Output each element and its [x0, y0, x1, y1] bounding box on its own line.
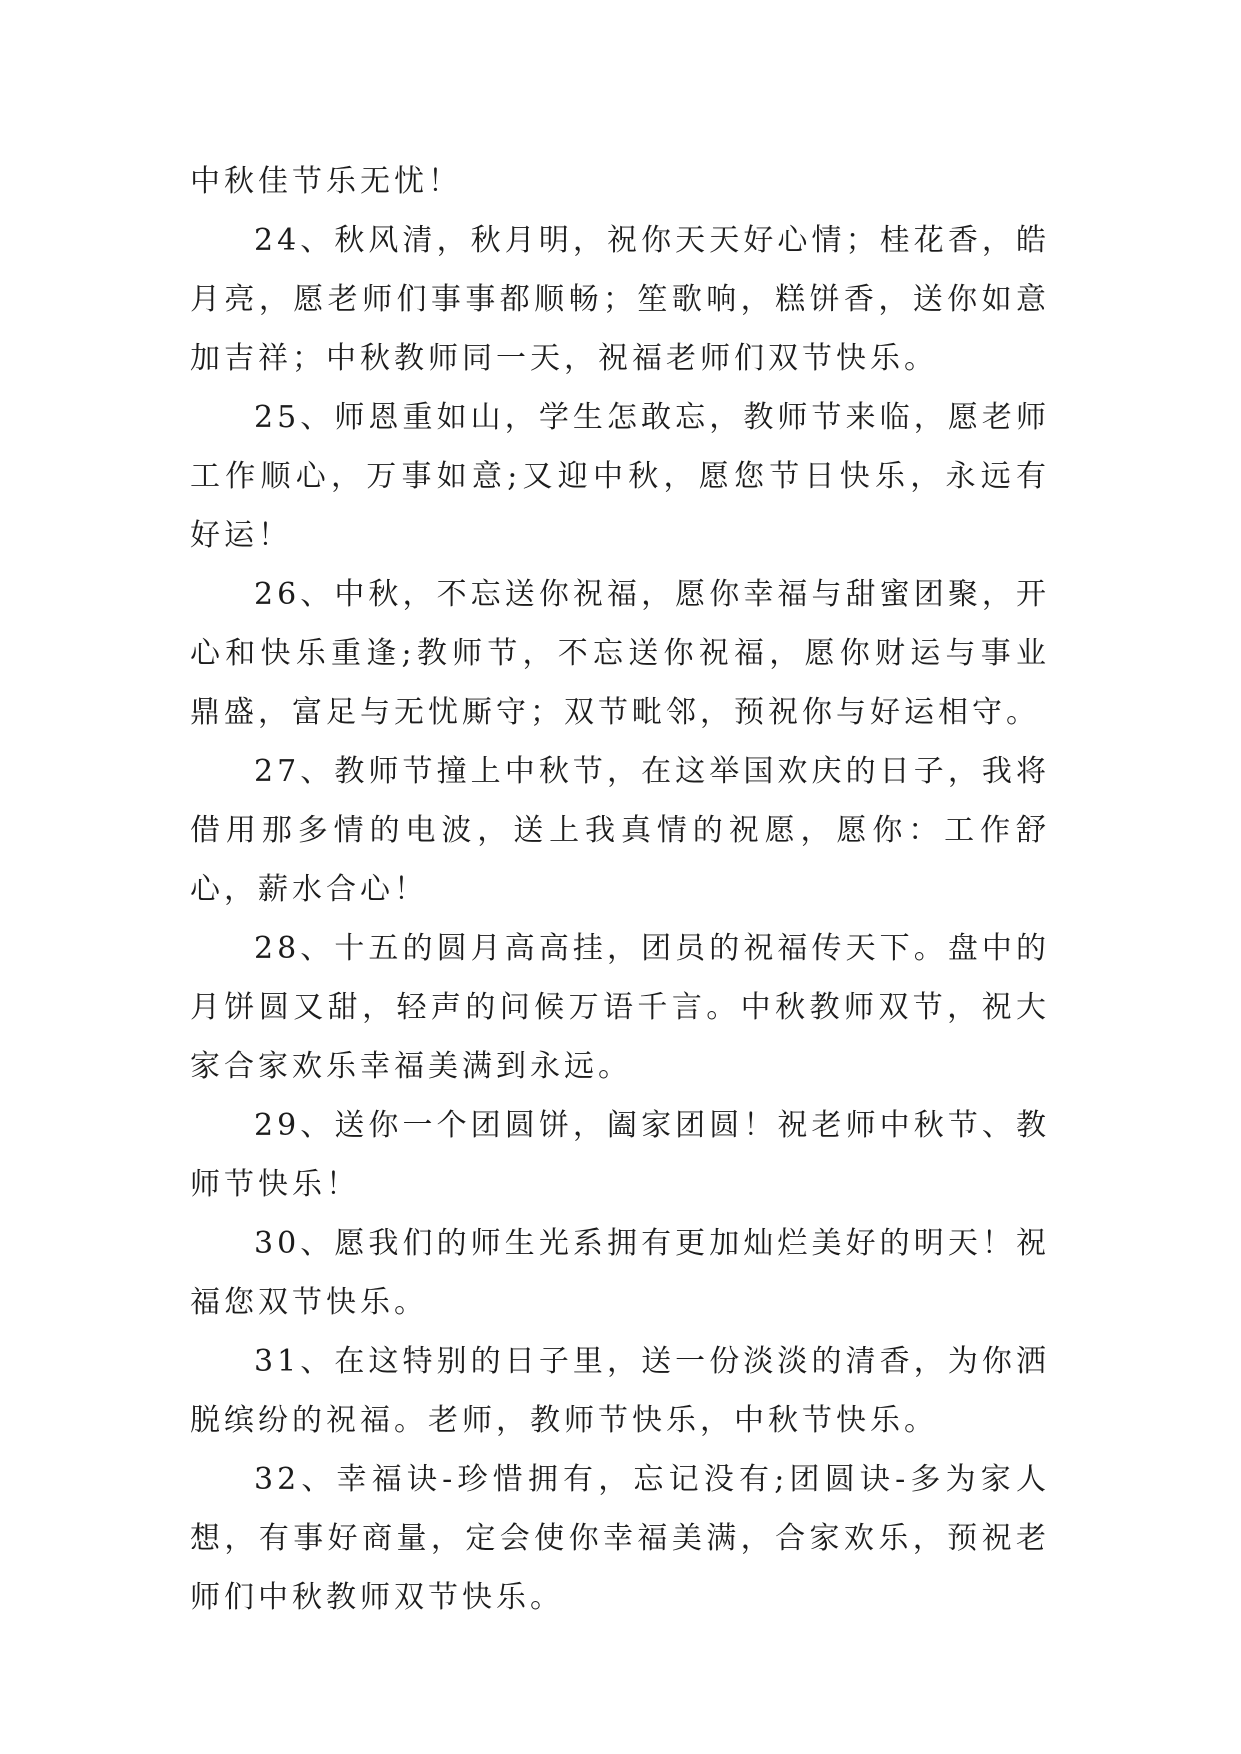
paragraph-item-30: 30、愿我们的师生光系拥有更加灿烂美好的明天！祝福您双节快乐。 [190, 1226, 1050, 1320]
paragraph-item-28: 28、十五的圆月高高挂，团员的祝福传天下。盘中的月饼圆又甜，轻声的问候万语千言。中秋教师双节，祝大家合家欢乐幸福美满到永远。 [190, 931, 1050, 1084]
paragraph-item-32: 32、幸福诀-珍惜拥有，忘记没有;团圆诀-多为家人想，有事好商量，定会使你幸福美满，合家欢乐，预祝老师们中秋教师双节快乐。 [190, 1462, 1050, 1615]
paragraph-item-29: 29、送你一个团圆饼，阖家团圆！祝老师中秋节、教师节快乐！ [190, 1108, 1050, 1202]
paragraph-item-24: 24、秋风清，秋月明，祝你天天好心情；桂花香，皓月亮，愿老师们事事都顺畅；笙歌响，糕饼香，送你如意加吉祥；中秋教师同一天，祝福老师们双节快乐。 [190, 223, 1050, 376]
document-body [190, 152, 1050, 1627]
paragraph-item-25: 25、师恩重如山，学生怎敢忘，教师节来临，愿老师工作顺心，万事如意;又迎中秋，愿您节日快乐，永远有好运！ [190, 400, 1050, 553]
paragraph-continuation: 中秋佳节乐无忧！ [190, 164, 462, 199]
paragraph-item-31: 31、在这特别的日子里，送一份淡淡的清香，为你洒脱缤纷的祝福。老师，教师节快乐，中秋节快乐。 [190, 1344, 1050, 1438]
paragraph-item-27: 27、教师节撞上中秋节，在这举国欢庆的日子，我将借用那多情的电波，送上我真情的祝愿，愿你：工作舒心，薪水合心！ [190, 754, 1050, 907]
paragraph-item-26: 26、中秋，不忘送你祝福，愿你幸福与甜蜜团聚，开心和快乐重逢;教师节，不忘送你祝福，愿你财运与事业鼎盛，富足与无忧厮守；双节毗邻，预祝你与好运相守。 [190, 577, 1050, 730]
